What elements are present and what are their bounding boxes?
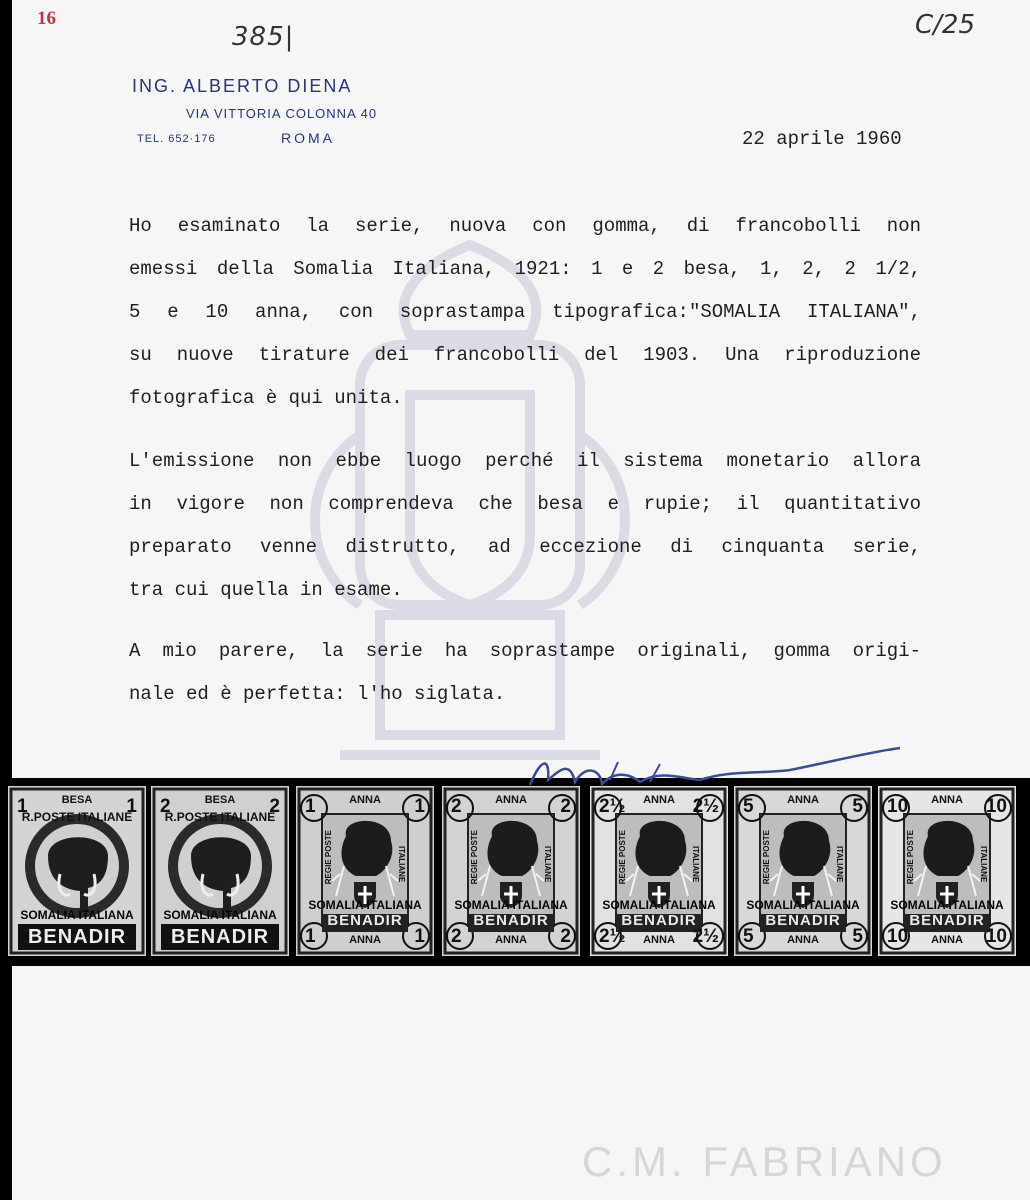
stamp-unit-bottom: ANNA (495, 934, 527, 946)
text-line: tra cui quella in esame. (129, 579, 403, 601)
paragraph-history (129, 440, 921, 612)
stamp-value-bottom-right: 2 (560, 926, 571, 947)
text-line: A mio parere, la serie ha soprastampe originali, gomma origi- (129, 640, 921, 662)
letterhead-tel: TEL. 652·176 (137, 133, 216, 145)
text-line: preparato venne distrutto, ad eccezione di cinquanta serie, (129, 536, 921, 558)
stamp-unit-top: ANNA (931, 794, 963, 806)
stamp-2-anna (442, 786, 580, 956)
stamp-unit-top: ANNA (787, 794, 819, 806)
stamp-10-anna (878, 786, 1016, 956)
stamp-side-right: ITALIANE (397, 846, 406, 883)
stamp-value-top-left: 1 (305, 796, 316, 817)
stamp-value-top-left: 1 (17, 796, 28, 817)
stamp-label: BENADIR (621, 912, 697, 929)
stamp-overprint: SOMALIA ITALIANA (454, 898, 568, 912)
letter-date: 22 aprile 1960 (742, 128, 902, 150)
handwritten-reference: 385| (232, 22, 295, 52)
stamp-value-top-right: 2 (560, 796, 571, 817)
stamp-unit-bottom: ANNA (931, 934, 963, 946)
stamp-side-left: REGIE POSTE (762, 830, 771, 885)
stamp-overprint: SOMALIA ITALIANA (308, 898, 422, 912)
stamp-unit-top: ANNA (349, 794, 381, 806)
stamp-label: BENADIR (327, 912, 403, 929)
stamp-value-bottom-right: 1 (414, 926, 425, 947)
stamp-value-top-right: 10 (985, 796, 1007, 817)
stamp-unit-top: ANNA (495, 794, 527, 806)
paper-watermark: C.M. FABRIANO (582, 1138, 947, 1185)
stamp-side-right: ITALIANE (835, 846, 844, 883)
stamp-value-bottom-left: 2 (451, 926, 462, 947)
stamp-unit-top: ANNA (643, 794, 675, 806)
signature-icon (490, 740, 910, 810)
text-line: fotografica è qui unita. (129, 387, 403, 409)
handwritten-code: C/25 (915, 10, 975, 40)
text-line: su nuove tirature dei francobolli del 1903. Una riproduzione (129, 344, 921, 366)
stamp-overprint: SOMALIA ITALIANA (746, 898, 860, 912)
stamp-1-besa (8, 786, 146, 956)
stamp-side-left: REGIE POSTE (618, 830, 627, 885)
stamp-unit-bottom: ANNA (643, 934, 675, 946)
stamp-overprint: SOMALIA ITALIANA (602, 898, 716, 912)
stamp-overprint: SOMALIA ITALIANA (20, 908, 134, 922)
lot-number: 16 (37, 8, 56, 29)
stamp-side-right: ITALIANE (979, 846, 988, 883)
stamp-side-right: ITALIANE (543, 846, 552, 883)
text-line: nale ed è perfetta: l'ho siglata. (129, 683, 506, 705)
stamp-unit-bottom: ANNA (787, 934, 819, 946)
stamp-unit-top: BESA (204, 794, 236, 806)
stamp-value-bottom-right: 10 (985, 926, 1007, 947)
stamp-value-top-left: 2 (451, 796, 462, 817)
lion-icon (442, 786, 580, 956)
stamp-side-right: ITALIANE (691, 846, 700, 883)
stamp-side-left: REGIE POSTE (324, 830, 333, 885)
stamp-side-left: REGIE POSTE (906, 830, 915, 885)
stamp-5-anna (734, 786, 872, 956)
stamp-value-top-right: 1 (414, 796, 425, 817)
stamp-label: BENADIR (473, 912, 549, 929)
stamp-overprint: SOMALIA ITALIANA (890, 898, 1004, 912)
stamp-value-bottom-left: 10 (887, 926, 909, 947)
stamp-unit-bottom: ANNA (349, 934, 381, 946)
stamp-value-top-right: 2 (269, 796, 280, 817)
stamp-2-besa (151, 786, 289, 956)
text-line: 5 e 10 anna, con soprastampa tipografica:"SOMALIA ITALIANA", (129, 301, 921, 323)
stamp-label: BENADIR (909, 912, 985, 929)
stamp-value-bottom-right: 5 (852, 926, 863, 947)
stamp-value-bottom-left: 2½ (599, 926, 626, 947)
paragraph-opinion (129, 630, 921, 716)
stamp-1-anna (296, 786, 434, 956)
stamp-label: BENADIR (27, 926, 127, 948)
stamp-value-top-right: 5 (852, 796, 863, 817)
stamp-value-top-left: 5 (743, 796, 754, 817)
paragraph-description (129, 205, 921, 420)
letterhead-city: ROMA (281, 130, 335, 146)
lion-icon (734, 786, 872, 956)
lion-icon (296, 786, 434, 956)
letterhead-street: VIA VITTORIA COLONNA 40 (186, 106, 378, 121)
text-line: L'emissione non ebbe luogo perché il sistema monetario allora (129, 450, 921, 472)
stamp-value-top-right: 1 (126, 796, 137, 817)
text-line: emessi della Somalia Italiana, 1921: 1 e 2 besa, 1, 2, 2 1/2, (129, 258, 921, 280)
stamp-label: BENADIR (170, 926, 270, 948)
stamp-value-bottom-right: 2½ (692, 926, 719, 947)
stamp-value-bottom-left: 1 (305, 926, 316, 947)
stamp-2-half-anna (590, 786, 728, 956)
letterhead-name: ING. ALBERTO DIENA (132, 76, 353, 96)
text-line: Ho esaminato la serie, nuova con gomma, di francobolli non (129, 215, 921, 237)
stamp-value-top-left: 10 (887, 796, 909, 817)
stamp-side-left: REGIE POSTE (470, 830, 479, 885)
stamp-arc-text: R.POSTE ITALIANE (164, 810, 276, 824)
text-line: in vigore non comprendeva che besa e rupie; il quantitativo (129, 493, 921, 515)
stamp-value-top-left: 2½ (599, 796, 626, 817)
stamp-arc-text: R.POSTE ITALIANE (21, 810, 133, 824)
stamp-value-bottom-left: 5 (743, 926, 754, 947)
stamp-value-top-right: 2½ (692, 796, 719, 817)
stamp-label: BENADIR (765, 912, 841, 929)
stamp-overprint: SOMALIA ITALIANA (163, 908, 277, 922)
stamp-unit-top: BESA (61, 794, 93, 806)
stamp-value-top-left: 2 (160, 796, 171, 817)
